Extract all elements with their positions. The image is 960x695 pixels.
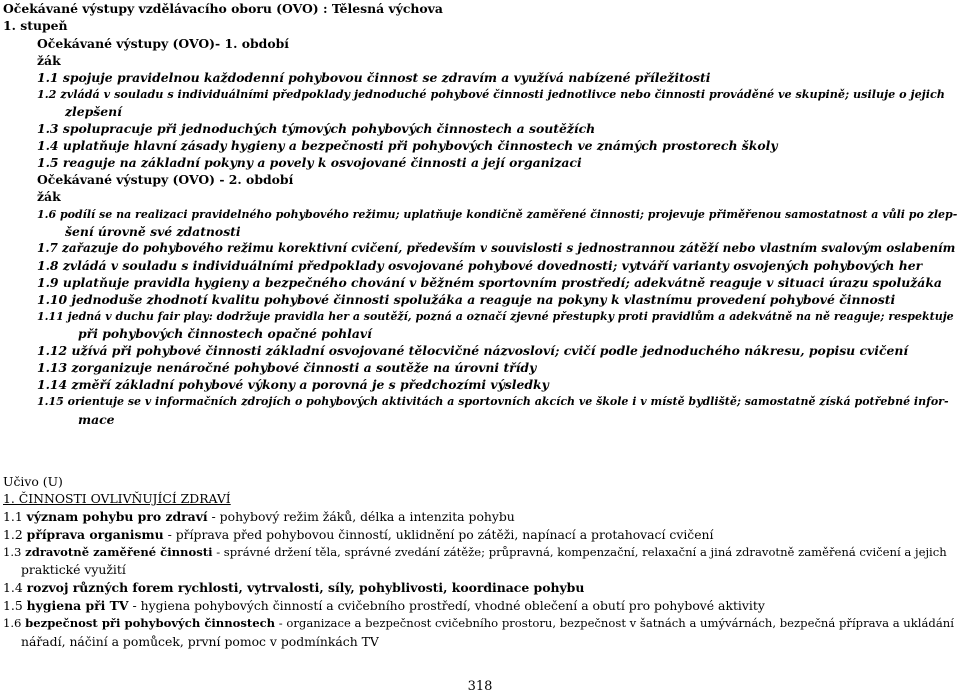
outcome-1-9: 1.9 uplatňuje pravidla hygieny a bezpečného chování v běžném sportovním prostředí; adekvátně reaguje v situaci úrazu spolužáka [37, 275, 942, 290]
period2-heading: Očekávané výstupy (OVO) - 2. období [37, 172, 294, 187]
item-description: - pohybový režim žáků, délka a intenzita pohybu [207, 509, 515, 524]
outcome-1-7: 1.7 zařazuje do pohybového režimu korektivní cvičení, především v souvislosti s jednostrannou zátěží nebo vlastním svalovým oslabením [37, 241, 956, 255]
curriculum-item-1-6-cont [21, 633, 379, 650]
curriculum-item-1-6 [3, 615, 954, 632]
item-number: 1.1 [3, 509, 27, 524]
item-description: - hygiena pohybových činností a cvičebního prostředí, vhodné oblečení a obutí pro pohybové aktivity [128, 598, 765, 613]
outcome-1-13: 1.13 zorganizuje nenáročné pohybové činnosti a soutěže na úrovni třídy [37, 360, 537, 375]
page-number: 318 [467, 679, 493, 694]
grade-label: 1. stupeň [3, 18, 68, 33]
curriculum-item-1-3-cont [21, 561, 126, 578]
item-number: 1.3 [3, 545, 26, 559]
outcome-1-5: 1.5 reaguje na základní pokyny a povely k osvojované činnosti a její organizaci [37, 155, 582, 170]
item-description: praktické využití [21, 562, 126, 577]
outcome-1-15-cont: mace [78, 412, 115, 427]
outcome-1-6-cont: šení úrovně své zdatnosti [65, 224, 241, 239]
outcome-1-8: 1.8 zvládá v souladu s individuálními předpoklady osvojované pohybové dovednosti; vytváří varianty osvojených pohybových her [37, 258, 923, 273]
outcome-1-15: 1.15 orientuje se v informačních zdrojích o pohybových aktivitách a sportovních akcích ve škole i v místě bydliště; samostatně získá potřebné infor- [37, 395, 949, 408]
outcome-1-14: 1.14 změří základní pohybové výkony a porovná je s předchozími výsledky [37, 377, 549, 392]
item-description: - správné držení těla, správné zvedání zátěže; průpravná, kompenzační, relaxační a jiná zdravotně zaměřená cvičení a jejich [212, 545, 947, 559]
outcome-1-11: 1.11 jedná v duchu fair play: dodržuje pravidla her a soutěží, pozná a označí zjevné přestupky proti pravidlům a adekvátně na ně reaguje; respektuje [37, 310, 954, 323]
period1-pupil: žák [37, 53, 61, 68]
item-description: - příprava před pohybovou činností, uklidnění po zátěži, napínací a protahovací cvičení [163, 527, 714, 542]
item-number: 1.2 [3, 527, 27, 542]
outcome-1-2-cont: zlepšení [65, 104, 122, 119]
outcome-1-12: 1.12 užívá při pohybové činnosti základní osvojované tělocvičné názvosloví; cvičí podle jednoduchého nákresu, popisu cvičení [37, 343, 909, 358]
curriculum-item-1-3 [3, 544, 947, 561]
item-number: 1.6 [3, 616, 26, 630]
period1-heading: Očekávané výstupy (OVO)- 1. období [37, 36, 289, 51]
item-term: hygiena při TV [26, 598, 129, 613]
outcome-1-3: 1.3 spolupracuje při jednoduchých týmových pohybových činnostech a soutěžích [37, 121, 596, 136]
curriculum-item-1-5 [3, 597, 765, 614]
outcome-1-4: 1.4 uplatňuje hlavní zásady hygieny a bezpečnosti při pohybových činnostech ve známých prostorech školy [37, 138, 778, 153]
item-number: 1.5 [3, 598, 27, 613]
item-term: bezpečnost při pohybových činnostech [25, 616, 276, 630]
period2-pupil: žák [37, 189, 61, 204]
item-term: zdravotně zaměřené činnosti [25, 545, 213, 559]
curriculum-item-1-1 [3, 508, 515, 525]
document-title: Očekávané výstupy vzdělávacího oboru (OVO) : Tělesná výchova [3, 1, 443, 16]
item-description: nářadí, náčiní a pomůcek, první pomoc v podmínkách TV [21, 634, 379, 649]
item-number: 1.4 [3, 580, 27, 595]
curriculum-item-1-2 [3, 526, 714, 543]
item-description: - organizace a bezpečnost cvičebního prostoru, bezpečnost v šatnách a umývárnách, bezpečná příprava a ukládání [275, 616, 954, 630]
curriculum-section-title: 1. ČINNOSTI OVLIVŇUJÍCÍ ZDRAVÍ [3, 491, 231, 506]
outcome-1-10: 1.10 jednoduše zhodnotí kvalitu pohybové činnosti spolužáka a reaguje na pokyny k vlastnímu provedení pohybové činnosti [37, 292, 896, 307]
curriculum-heading: Učivo (U) [3, 474, 63, 489]
item-term: význam pohybu pro zdraví [26, 509, 208, 524]
curriculum-item-1-4 [3, 579, 584, 596]
outcome-1-2: 1.2 zvládá v souladu s individuálními předpoklady jednoduché pohybové činnosti jednotlivce nebo činnosti prováděné ve skupině; usiluje o jejich [37, 87, 945, 101]
item-term: příprava organismu [26, 527, 164, 542]
outcome-1-1: 1.1 spojuje pravidelnou každodenní pohybovou činnost se zdravím a využívá nabízené příležitosti [37, 70, 711, 85]
item-term: rozvoj různých forem rychlosti, vytrvalosti, síly, pohyblivosti, koordinace pohybu [26, 580, 585, 595]
outcome-1-6: 1.6 podílí se na realizaci pravidelného pohybového režimu; uplatňuje kondičně zaměřené činnosti; projevuje přiměřenou samostatnost a vůli po zlep- [37, 208, 958, 221]
outcome-1-11-cont: při pohybových činnostech opačné pohlaví [78, 326, 372, 341]
